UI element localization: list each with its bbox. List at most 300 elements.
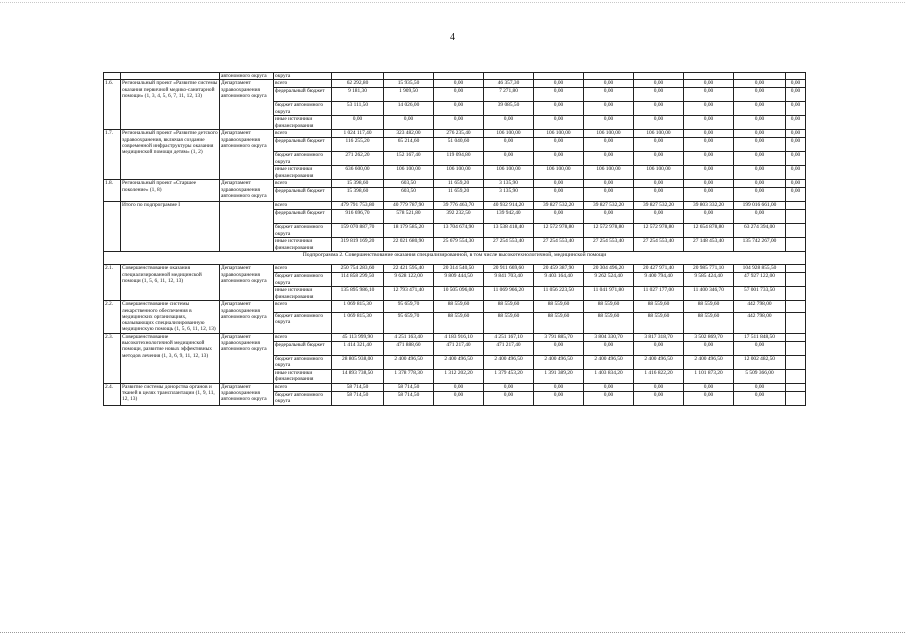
amount-cell: 106 100,00 (384, 166, 434, 180)
amount-cell: 0,00 (634, 391, 684, 405)
page-number: 4 (450, 32, 455, 43)
amount-cell: 4 251 163,40 (384, 333, 434, 341)
amount-cell: 0,00 (634, 180, 684, 188)
amount-cell: 0,00 (734, 383, 786, 391)
amount-cell: 0,00 (786, 116, 806, 130)
amount-cell: 11 659,20 (434, 188, 484, 202)
continuation-cell (534, 73, 584, 80)
amount-cell: 0,00 (634, 152, 684, 166)
amount-cell: 13 704 674,90 (434, 224, 484, 238)
amount-cell: 27 254 553,40 (484, 238, 534, 252)
amount-cell: 11 069 966,20 (484, 287, 534, 301)
amount-cell: 5 509 366,00 (734, 369, 786, 383)
amount-cell: 20 314 540,50 (434, 265, 484, 273)
continuation-cell (104, 73, 121, 80)
amount-cell: 39 827 532,20 (584, 202, 634, 210)
amount-cell: 0,00 (534, 391, 584, 405)
continuation-cell (384, 73, 434, 80)
amount-cell (786, 202, 806, 210)
executor-cell: Департамент здравоохранения автономного округа (220, 301, 274, 333)
amount-cell: 27 148 453,40 (684, 238, 734, 252)
amount-cell: 135 895 986,10 (332, 287, 384, 301)
amount-cell: 106 100,00 (584, 166, 634, 180)
amount-cell: 2 400 496,50 (434, 355, 484, 369)
amount-cell: 0,00 (534, 180, 584, 188)
amount-cell: 88 559,60 (634, 301, 684, 313)
amount-cell: 104 928 855,50 (734, 265, 786, 273)
table-row (104, 130, 806, 138)
funding-source-cell: федеральный бюджет (274, 138, 332, 152)
amount-cell: 2 400 496,50 (534, 355, 584, 369)
amount-cell: 88 559,60 (434, 313, 484, 334)
amount-cell: 0,00 (434, 391, 484, 405)
amount-cell: 88 559,60 (484, 313, 534, 334)
executor-cell: Департамент здравоохранения автономного округа (220, 130, 274, 180)
amount-cell: 88 559,60 (684, 313, 734, 334)
subprogram-heading-row (104, 252, 806, 265)
funding-source-cell: всего (274, 202, 332, 210)
funding-source-cell: иные источники финансирования (274, 238, 332, 252)
row-number-cell: 2.1. (104, 265, 121, 301)
amount-cell: 0,00 (734, 80, 786, 88)
funding-source-cell: всего (274, 130, 332, 138)
amount-cell: 0,00 (734, 391, 786, 405)
amount-cell: 0,00 (534, 152, 584, 166)
amount-cell: 0,00 (634, 383, 684, 391)
executor-cell: Департамент здравоохранения автономного округа (220, 80, 274, 130)
measure-name-cell: Региональный проект «Развитие детского здравоохранения, включая создание современной инфраструктуры оказания медицинской помощи детям» (1, 2) (121, 130, 220, 180)
amount-cell: 12 002 482,50 (734, 355, 786, 369)
continuation-cell: автономного округа (220, 73, 274, 80)
amount-cell (786, 287, 806, 301)
amount-cell: 63 274 394,00 (734, 224, 786, 238)
amount-cell (786, 224, 806, 238)
amount-cell: 0,00 (786, 80, 806, 88)
amount-cell: 0,00 (534, 188, 584, 202)
amount-cell: 0,00 (786, 152, 806, 166)
amount-cell: 3 817 318,70 (634, 333, 684, 341)
executor-cell (220, 202, 274, 252)
amount-cell: 3 791 885,70 (534, 333, 584, 341)
amount-cell: 1 312 202,20 (434, 369, 484, 383)
amount-cell: 106 100,00 (484, 130, 534, 138)
continuation-cell (634, 73, 684, 80)
funding-source-cell: всего (274, 265, 332, 273)
amount-cell: 4 183 916,10 (434, 333, 484, 341)
amount-cell: 0,00 (684, 341, 734, 355)
amount-cell: 0,00 (734, 130, 786, 138)
amount-cell (786, 341, 806, 355)
amount-cell: 319 819 169,20 (332, 238, 384, 252)
amount-cell: 0,00 (734, 341, 786, 355)
amount-cell: 106 100,00 (484, 166, 534, 180)
amount-cell: 0,00 (434, 102, 484, 116)
row-number-cell: 1.7. (104, 130, 121, 180)
amount-cell: 0,00 (684, 391, 734, 405)
amount-cell: 3 135,90 (484, 188, 534, 202)
amount-cell: 0,00 (684, 383, 734, 391)
amount-cell: 0,00 (434, 116, 484, 130)
amount-cell: 139 942,40 (484, 210, 534, 224)
amount-cell: 0,00 (684, 116, 734, 130)
amount-cell: 9 181,30 (332, 88, 384, 102)
amount-cell: 88 559,60 (484, 301, 534, 313)
amount-cell: 0,00 (734, 180, 786, 188)
amount-cell: 2 400 496,50 (634, 355, 684, 369)
row-number-cell: 2.3. (104, 333, 121, 383)
amount-cell: 0,00 (534, 88, 584, 102)
amount-cell: 135 742 267,00 (734, 238, 786, 252)
amount-cell: 0,00 (734, 188, 786, 202)
amount-cell: 0,00 (634, 102, 684, 116)
amount-cell: 442 798,00 (734, 301, 786, 313)
amount-cell: 106 100,00 (534, 166, 584, 180)
amount-cell: 0,00 (634, 188, 684, 202)
amount-cell: 271 262,20 (332, 152, 384, 166)
measure-name-cell: Развитие системы донорства органов и тканей в целях трансплантации (1, 9, 11, 12, 13) (121, 383, 220, 405)
amount-cell: 0,00 (684, 102, 734, 116)
amount-cell: 58 714,50 (332, 391, 384, 405)
amount-cell: 14 026,00 (384, 102, 434, 116)
table-row (104, 73, 806, 80)
amount-cell (786, 391, 806, 405)
amount-cell (786, 333, 806, 341)
amount-cell: 0,00 (484, 391, 534, 405)
amount-cell: 0,00 (786, 130, 806, 138)
table-row (104, 333, 806, 341)
subprogram-heading: Подпрограмма 2. Совершенствование оказания специализированной, в том числе высокотехнологичной, медицинской помощи (104, 252, 806, 265)
amount-cell: 47 927 122,00 (734, 273, 786, 287)
amount-cell: 14 893 738,50 (332, 369, 384, 383)
continuation-cell (786, 73, 806, 80)
amount-cell: 1 069 815,30 (332, 313, 384, 334)
amount-cell: 0,00 (634, 80, 684, 88)
amount-cell: 62 292,80 (332, 80, 384, 88)
amount-cell: 2 400 496,50 (484, 355, 534, 369)
amount-cell: 15 398,60 (332, 180, 384, 188)
amount-cell: 0,00 (332, 116, 384, 130)
measure-name-cell: Региональный проект «Развитие системы оказания первичной медико-санитарной помощи» (1, 3, 4, 5, 6, 7, 11, 12, 13) (121, 80, 220, 130)
amount-cell: 15 398,60 (332, 188, 384, 202)
amount-cell: 11 027 177,00 (634, 287, 684, 301)
amount-cell: 1 414 321,40 (332, 341, 384, 355)
amount-cell: 0,00 (534, 116, 584, 130)
amount-cell: 442 798,00 (734, 313, 786, 334)
amount-cell: 0,00 (484, 138, 534, 152)
funding-table (103, 72, 806, 406)
amount-cell: 0,00 (684, 152, 734, 166)
funding-source-cell: всего (274, 180, 332, 188)
amount-cell: 0,00 (684, 210, 734, 224)
amount-cell: 0,00 (584, 341, 634, 355)
amount-cell: 0,00 (534, 138, 584, 152)
amount-cell: 0,00 (584, 383, 634, 391)
amount-cell (786, 355, 806, 369)
amount-cell: 20 985 771,10 (684, 265, 734, 273)
amount-cell: 0,00 (534, 102, 584, 116)
amount-cell: 119 094,80 (434, 152, 484, 166)
amount-cell: 0,00 (786, 138, 806, 152)
amount-cell: 0,00 (786, 180, 806, 188)
continuation-cell (684, 73, 734, 80)
amount-cell: 39 827 532,20 (534, 202, 584, 210)
amount-cell: 0,00 (484, 152, 534, 166)
amount-cell: 0,00 (434, 383, 484, 391)
row-number-cell: 2.2. (104, 301, 121, 333)
amount-cell: 20 304 496,20 (584, 265, 634, 273)
funding-source-cell: всего (274, 301, 332, 313)
amount-cell: 58 714,50 (332, 383, 384, 391)
funding-source-cell: бюджет автономного округа (274, 102, 332, 116)
amount-cell: 22 421 595,40 (384, 265, 434, 273)
amount-cell: 28 805 938,00 (332, 355, 384, 369)
amount-cell: 0,00 (584, 152, 634, 166)
measure-name-cell: Совершенствование оказания специализированной медицинской помощи (1, 5, 6, 11, 12, 13) (121, 265, 220, 301)
amount-cell: 13 538 418,40 (484, 224, 534, 238)
amount-cell: 1 069 815,30 (332, 301, 384, 313)
funding-source-cell: федеральный бюджет (274, 188, 332, 202)
amount-cell (786, 238, 806, 252)
amount-cell: 2 400 496,50 (684, 355, 734, 369)
table-row (104, 80, 806, 88)
amount-cell: 0,00 (684, 138, 734, 152)
amount-cell: 0,00 (684, 180, 734, 188)
amount-cell: 323 482,00 (384, 130, 434, 138)
amount-cell: 0,00 (584, 80, 634, 88)
amount-cell: 578 521,80 (384, 210, 434, 224)
amount-cell: 1 416 822,20 (634, 369, 684, 383)
amount-cell: 392 232,50 (434, 210, 484, 224)
row-number-cell: 1.8. (104, 180, 121, 202)
amount-cell: 0,00 (734, 102, 786, 116)
amount-cell: 0,00 (786, 88, 806, 102)
amount-cell: 0,00 (634, 88, 684, 102)
amount-cell: 12 793 471,40 (384, 287, 434, 301)
amount-cell: 106 100,00 (634, 130, 684, 138)
amount-cell: 9 262 524,40 (584, 273, 634, 287)
amount-cell: 88 559,60 (534, 313, 584, 334)
amount-cell: 1 909,50 (384, 88, 434, 102)
amount-cell (786, 273, 806, 287)
amount-cell: 114 858 299,50 (332, 273, 384, 287)
funding-source-cell: бюджет автономного округа (274, 273, 332, 287)
amount-cell: 58 714,50 (384, 391, 434, 405)
amount-cell: 471 888,60 (384, 341, 434, 355)
row-number-cell (104, 202, 121, 252)
amount-cell: 0,00 (634, 341, 684, 355)
table-row (104, 265, 806, 273)
amount-cell: 106 100,00 (634, 166, 684, 180)
amount-cell: 1 403 834,20 (584, 369, 634, 383)
table-row (104, 180, 806, 188)
amount-cell: 4 251 167,10 (484, 333, 534, 341)
amount-cell: 0,00 (634, 210, 684, 224)
amount-cell: 0,00 (584, 88, 634, 102)
amount-cell: 0,00 (734, 166, 786, 180)
amount-cell: 11 056 223,50 (534, 287, 584, 301)
row-number-cell: 1.6. (104, 80, 121, 130)
amount-cell: 106 100,00 (534, 130, 584, 138)
amount-cell: 18 179 585,20 (384, 224, 434, 238)
amount-cell: 0,00 (384, 116, 434, 130)
funding-source-cell: бюджет автономного округа (274, 313, 332, 334)
amount-cell: 276 235,40 (434, 130, 484, 138)
amount-cell: 7 271,80 (484, 88, 534, 102)
amount-cell: 1 378 778,30 (384, 369, 434, 383)
amount-cell: 88 559,60 (434, 301, 484, 313)
continuation-cell (434, 73, 484, 80)
amount-cell: 27 254 553,40 (634, 238, 684, 252)
funding-source-cell: федеральный бюджет (274, 88, 332, 102)
continuation-cell (584, 73, 634, 80)
amount-cell: 88 559,60 (584, 301, 634, 313)
amount-cell: 0,00 (584, 116, 634, 130)
amount-cell: 15 935,50 (384, 80, 434, 88)
continuation-cell (484, 73, 534, 80)
amount-cell: 636 600,00 (332, 166, 384, 180)
amount-cell: 471 217,40 (434, 341, 484, 355)
amount-cell: 0,00 (584, 102, 634, 116)
amount-cell (786, 265, 806, 273)
funding-source-cell: иные источники финансирования (274, 116, 332, 130)
amount-cell: 603,50 (384, 180, 434, 188)
amount-cell: 0,00 (584, 188, 634, 202)
scan-edge-top (0, 2, 905, 4)
amount-cell (786, 210, 806, 224)
amount-cell: 65 214,60 (384, 138, 434, 152)
amount-cell: 152 167,40 (384, 152, 434, 166)
amount-cell: 88 559,60 (684, 301, 734, 313)
funding-source-cell: всего (274, 80, 332, 88)
amount-cell: 9 841 703,40 (484, 273, 534, 287)
amount-cell (786, 313, 806, 334)
amount-cell: 1 101 873,20 (684, 369, 734, 383)
amount-cell: 11 659,20 (434, 180, 484, 188)
amount-cell: 603,50 (384, 188, 434, 202)
amount-cell: 0,00 (634, 116, 684, 130)
amount-cell: 0,00 (734, 88, 786, 102)
amount-cell: 39 803 332,20 (684, 202, 734, 210)
row-number-cell: 2.4. (104, 383, 121, 405)
funding-source-cell: бюджет автономного округа (274, 391, 332, 405)
amount-cell: 0,00 (734, 138, 786, 152)
amount-cell: 0,00 (584, 391, 634, 405)
amount-cell (786, 383, 806, 391)
amount-cell: 0,00 (684, 88, 734, 102)
amount-cell: 39 776 463,70 (434, 202, 484, 210)
amount-cell: 51 040,60 (434, 138, 484, 152)
amount-cell: 40 932 914,20 (484, 202, 534, 210)
amount-cell: 9 400 794,40 (634, 273, 684, 287)
amount-cell: 39 827 532,20 (634, 202, 684, 210)
amount-cell: 116 255,20 (332, 138, 384, 152)
amount-cell: 250 754 283,60 (332, 265, 384, 273)
amount-cell: 95 659,70 (384, 313, 434, 334)
amount-cell: 0,00 (684, 80, 734, 88)
amount-cell: 46 357,30 (484, 80, 534, 88)
amount-cell: 0,00 (786, 102, 806, 116)
amount-cell: 3 502 869,70 (684, 333, 734, 341)
executor-cell: Департамент здравоохранения автономного округа (220, 265, 274, 301)
amount-cell (786, 301, 806, 313)
funding-source-cell: всего (274, 333, 332, 341)
measure-name-cell: Региональный проект «Старшее поколение» (1, 8) (121, 180, 220, 202)
amount-cell: 199 016 661,00 (734, 202, 786, 210)
amount-cell: 20 911 669,60 (484, 265, 534, 273)
continuation-cell (734, 73, 786, 80)
amount-cell: 39 085,50 (484, 102, 534, 116)
amount-cell: 0,00 (684, 166, 734, 180)
amount-cell: 27 254 553,40 (584, 238, 634, 252)
funding-source-cell: бюджет автономного округа (274, 224, 332, 238)
amount-cell: 10 505 096,00 (434, 287, 484, 301)
amount-cell: 1 024 117,40 (332, 130, 384, 138)
funding-source-cell: всего (274, 383, 332, 391)
amount-cell: 2 400 496,50 (384, 355, 434, 369)
amount-cell: 1 391 389,20 (534, 369, 584, 383)
amount-cell: 0,00 (734, 116, 786, 130)
amount-cell: 88 559,60 (584, 313, 634, 334)
amount-cell: 12 654 878,80 (684, 224, 734, 238)
funding-source-cell: бюджет автономного округа (274, 152, 332, 166)
amount-cell: 106 100,00 (584, 130, 634, 138)
funding-source-cell: иные источники финансирования (274, 166, 332, 180)
amount-cell: 0,00 (734, 152, 786, 166)
amount-cell: 0,00 (584, 180, 634, 188)
continuation-cell: округа (274, 73, 332, 80)
amount-cell: 27 254 553,40 (534, 238, 584, 252)
table-row (104, 301, 806, 313)
amount-cell: 916 696,70 (332, 210, 384, 224)
amount-cell: 57 001 733,50 (734, 287, 786, 301)
executor-cell: Департамент здравоохранения автономного округа (220, 383, 274, 405)
amount-cell: 40 779 787,90 (384, 202, 434, 210)
table-row (104, 202, 806, 210)
measure-name-cell: Итого по подпрограмме I (121, 202, 220, 252)
amount-cell: 88 559,60 (534, 301, 584, 313)
amount-cell: 9 809 444,50 (434, 273, 484, 287)
amount-cell: 3 135,90 (484, 180, 534, 188)
amount-cell: 58 714,50 (384, 383, 434, 391)
measure-name-cell: Совершенствование высокотехнологичной медицинской помощи, развитие новых эффективных методов лечения (1, 3, 6, 9, 11, 12, 13) (121, 333, 220, 383)
measure-name-cell: Совершенствование системы лекарственного обеспечения в медицинских организациях, оказывающих специализированную медицинскую помощь (1, 5, 6, 11, 12, 13) (121, 301, 220, 333)
continuation-cell (332, 73, 384, 80)
amount-cell: 0,00 (484, 116, 534, 130)
amount-cell: 22 021 680,90 (384, 238, 434, 252)
amount-cell: 12 572 978,80 (534, 224, 584, 238)
amount-cell: 0,00 (434, 88, 484, 102)
amount-cell: 53 111,50 (332, 102, 384, 116)
amount-cell: 12 572 978,80 (634, 224, 684, 238)
amount-cell: 106 100,00 (434, 166, 484, 180)
continuation-cell (121, 73, 220, 80)
amount-cell: 20 459 387,90 (534, 265, 584, 273)
amount-cell: 17 511 848,50 (734, 333, 786, 341)
table-body (104, 73, 806, 406)
amount-cell: 0,00 (584, 138, 634, 152)
amount-cell: 471 217,40 (484, 341, 534, 355)
amount-cell: 88 559,60 (634, 313, 684, 334)
amount-cell (786, 369, 806, 383)
amount-cell: 0,00 (786, 166, 806, 180)
amount-cell: 479 791 753,80 (332, 202, 384, 210)
funding-source-cell: федеральный бюджет (274, 210, 332, 224)
amount-cell: 0,00 (684, 130, 734, 138)
amount-cell: 0,00 (534, 210, 584, 224)
amount-cell: 0,00 (534, 383, 584, 391)
amount-cell: 45 113 999,90 (332, 333, 384, 341)
amount-cell: 9 585 424,40 (684, 273, 734, 287)
